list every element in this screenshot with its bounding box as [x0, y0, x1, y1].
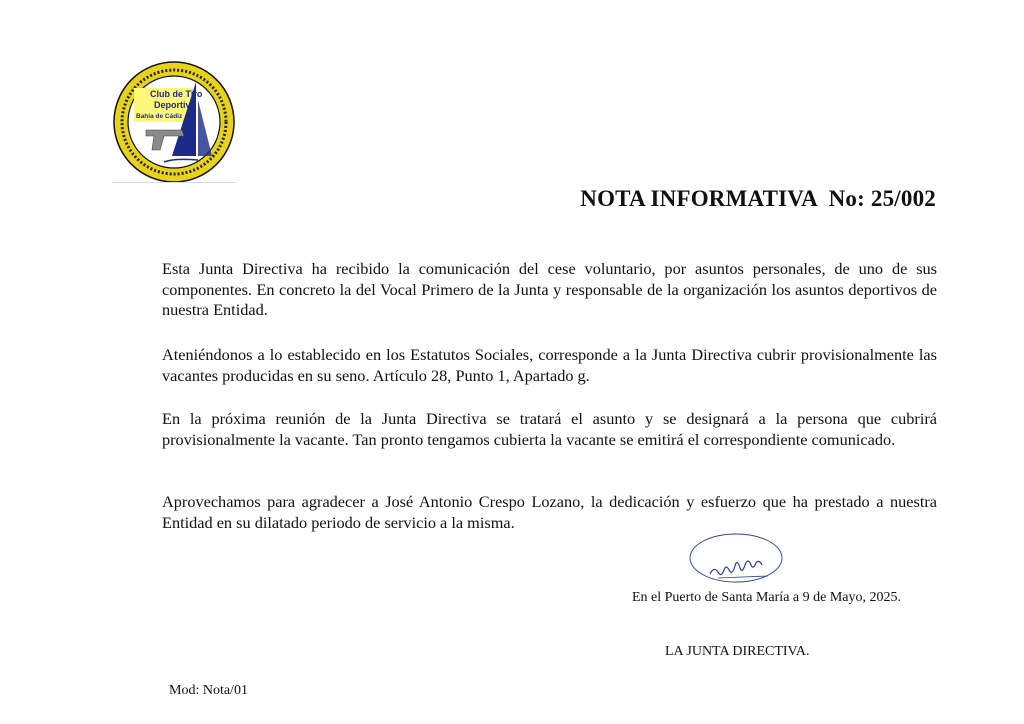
club-logo	[112, 60, 236, 184]
signatory: LA JUNTA DIRECTIVA.	[665, 644, 810, 659]
logo-text-line2: Deportivo	[154, 100, 197, 110]
paragraph-proxima-reunion: En la próxima reunión de la Junta Directiva se tratará el asunto y se designará a la persona que cubrirá provisionalmente la vacante. Tan pronto tengamos cubierta la vacante se emitirá el correspondiente comunicado.	[162, 409, 937, 449]
logo-divider	[112, 182, 236, 183]
logo-text-line3: Bahía de Cádiz	[136, 113, 183, 120]
paragraph-estatutos: Ateniéndonos a lo establecido en los Estatutos Sociales, corresponde a la Junta Directiva cubrir provisionalmente las vacantes producidas en su seno. Artículo 28, Punto 1, Apartado g.	[162, 345, 937, 385]
page-title: NOTA INFORMATIVA No: 25/002	[580, 186, 936, 211]
place-and-date: En el Puerto de Santa María a 9 de Mayo, 2025.	[631, 590, 901, 605]
paragraph-agradecimiento: Aprovechamos para agradecer a José Antonio Crespo Lozano, la dedicación y esfuerzo que ha prestado a nuestra Entidad en su dilatado periodo de servicio a la misma.	[162, 492, 937, 532]
paragraph-cese: Esta Junta Directiva ha recibido la comunicación del cese voluntario, por asuntos personales, de uno de sus componentes. En concreto la del Vocal Primero de la Junta y responsable de la organización los asuntos deportivos de nuestra Entidad.	[162, 259, 937, 319]
logo-text-line1: Club de Tiro	[150, 89, 203, 99]
signature	[688, 530, 788, 588]
form-code: Mod: Nota/01	[169, 683, 248, 698]
